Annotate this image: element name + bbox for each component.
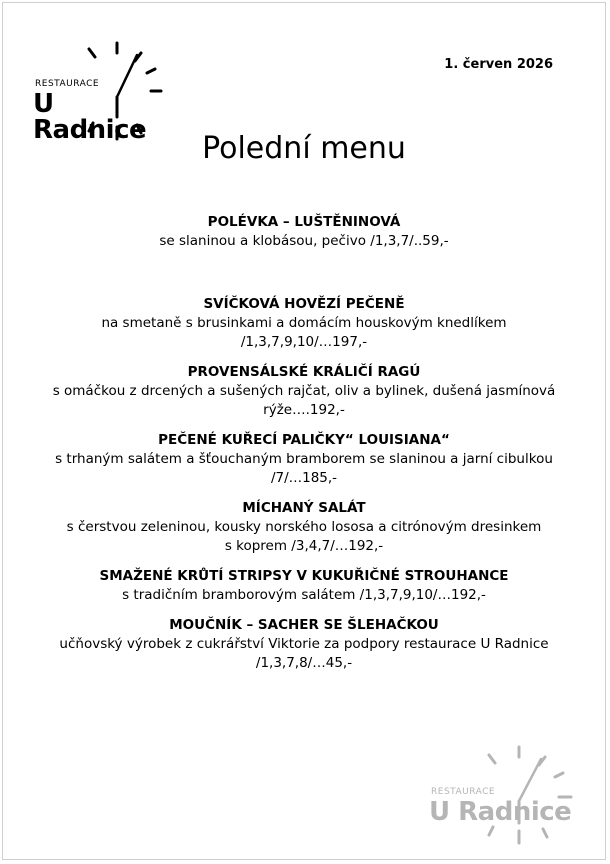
menu-item-desc: /1,3,7,8/…45,- <box>255 655 353 671</box>
menu-item-name: SVÍČKOVÁ HOVĚZÍ PEČENĚ <box>203 296 405 312</box>
menu-item-desc: s čerstvou zeleninou, kousky norského lososa a citrónovým dresinkem <box>66 519 542 535</box>
menu-date: 1. červen 2026 <box>444 57 553 72</box>
page-title: Polední menu <box>202 131 406 166</box>
menu-item-name: SMAŽENÉ KRŮTÍ STRIPSY V KUKUŘIČNÉ STROUHANCE <box>99 568 509 584</box>
menu-list <box>43 213 565 673</box>
menu-item-name: PEČENÉ KUŘECÍ PALIČKY“ LOUISIANA“ <box>158 432 450 448</box>
menu-item-dessert <box>43 616 565 673</box>
menu-item-desc: na smetaně s brusinkami a domácím houskovým knedlíkem <box>101 315 507 331</box>
logo-title: U Radnice <box>429 797 572 827</box>
logo-subtitle: RESTAURACE <box>431 787 496 797</box>
menu-item-desc: učňovský výrobek z cukrářství Viktorie za podpory restaurace U Radnice <box>59 636 549 652</box>
menu-item-desc: s omáčkou z drcených a sušených rajčat, oliv a bylinek, dušená jasmínová <box>52 383 556 399</box>
menu-item <box>43 499 565 556</box>
menu-item-soup <box>43 213 565 251</box>
menu-item-desc: s tradičním bramborovým salátem /1,3,7,9,10/…192,- <box>122 587 486 603</box>
menu-item-desc: /7/…185,- <box>270 470 338 486</box>
menu-item-name: PROVENSÁLSKÉ KRÁLIČÍ RAGÚ <box>187 364 421 380</box>
restaurant-logo-watermark <box>427 745 583 845</box>
menu-item-desc: rýže….192,- <box>263 402 345 418</box>
menu-item-name: POLÉVKA – LUŠTĚNINOVÁ <box>207 214 401 230</box>
menu-item <box>43 431 565 488</box>
menu-item <box>43 363 565 420</box>
menu-item-desc: s trhaným salátem a šťouchaným bramborem se slaninou a jarní cibulkou <box>55 451 553 467</box>
menu-item-name: MÍCHANÝ SALÁT <box>242 500 366 516</box>
menu-item-desc: se slaninou a klobásou, pečivo /1,3,7/..59,- <box>159 233 449 249</box>
restaurant-logo <box>33 39 173 143</box>
menu-item <box>43 567 565 605</box>
menu-item-desc: /1,3,7,9,10/…197,- <box>240 334 368 350</box>
menu-item-name: MOUČNÍK – SACHER SE ŠLEHAČKOU <box>169 617 439 633</box>
menu-item <box>43 295 565 352</box>
logo-title: U Radnice <box>33 89 147 145</box>
logo-subtitle: RESTAURACE <box>35 79 100 89</box>
menu-item-desc: s koprem /3,4,7/…192,- <box>224 538 384 554</box>
menu-page <box>2 2 606 860</box>
